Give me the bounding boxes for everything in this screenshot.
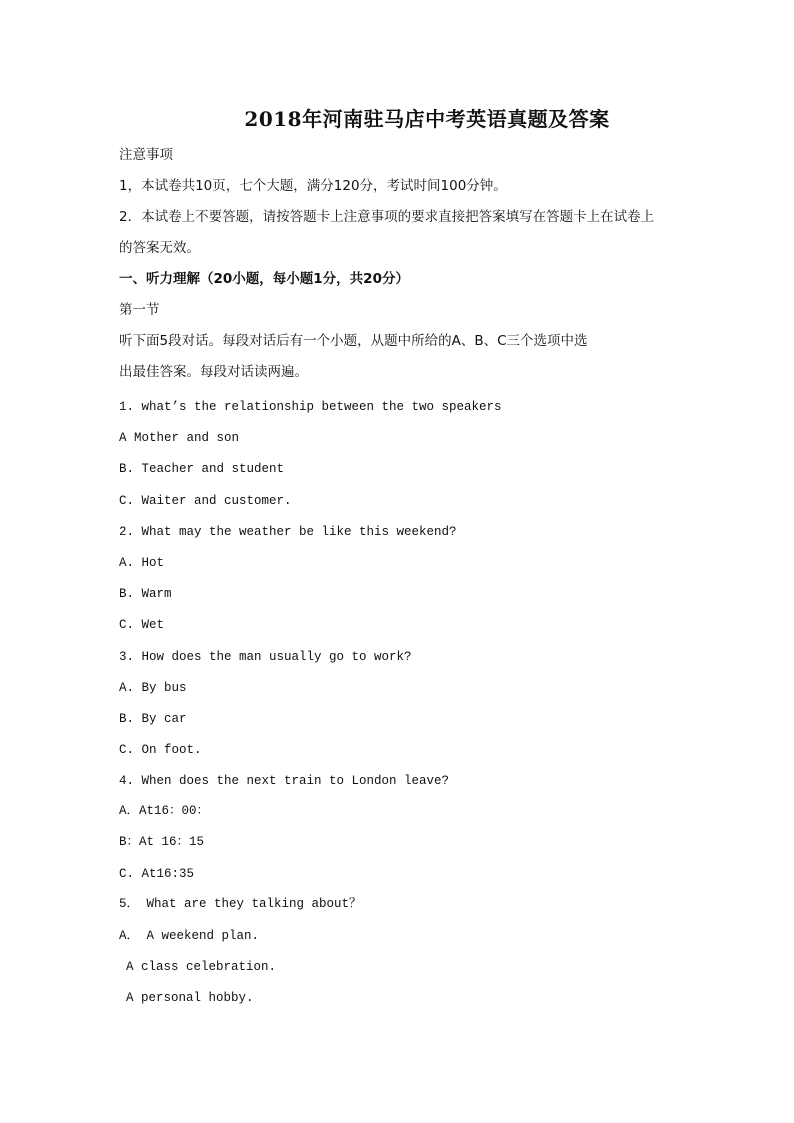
question-stem: 4. When does the next train to London leave? xyxy=(119,774,450,788)
instruction-line-1: 听下面5段对话。每段对话后有一个小题，从题中所给的A、B、C三个选项中选 xyxy=(119,333,588,349)
question-option: A．At16：00： xyxy=(119,804,210,818)
page-title: 2018年河南驻马店中考英语真题及答案 xyxy=(244,107,610,131)
question-option: A Mother and son xyxy=(119,431,240,445)
question-option: C. On foot. xyxy=(119,743,202,757)
question-option: A． A weekend plan. xyxy=(119,929,260,943)
question-option: C. Waiter and customer. xyxy=(119,494,292,508)
question-option: A personal hobby. xyxy=(126,991,254,1005)
question-stem: 1. what’s the relationship between the two speakers xyxy=(119,400,502,414)
part-heading: 第一节 xyxy=(119,302,160,318)
notice-item-1: 1，本试卷共10页，七个大题，满分120分，考试时间100分钟。 xyxy=(119,178,507,194)
question-option: C. Wet xyxy=(119,618,165,632)
question-stem: 2. What may the weather be like this weekend? xyxy=(119,525,457,539)
question-option: B. By car xyxy=(119,712,187,726)
question-option: C. At16:35 xyxy=(119,867,195,881)
notice-heading: 注意事项 xyxy=(119,147,173,163)
question-option: A. Hot xyxy=(119,556,165,570)
question-option: B. Warm xyxy=(119,587,172,601)
notice-item-2-line-1: 2．本试卷上不要答题，请按答题卡上注意事项的要求直接把答案填写在答题卡上在试卷上 xyxy=(119,209,655,225)
section-heading: 一、听力理解（20小题，每小题1分，共20分） xyxy=(119,271,409,287)
question-option: A. By bus xyxy=(119,681,187,695)
question-option: A class celebration. xyxy=(126,960,277,974)
instruction-line-2: 出最佳答案。每段对话读两遍。 xyxy=(119,364,308,380)
question-option: B：At 16：15 xyxy=(119,835,205,849)
question-stem: 3. How does the man usually go to work? xyxy=(119,650,412,664)
notice-item-2-line-2: 的答案无效。 xyxy=(119,240,200,256)
question-stem: 5． What are they talking about？ xyxy=(119,897,362,911)
question-option: B. Teacher and student xyxy=(119,462,285,476)
